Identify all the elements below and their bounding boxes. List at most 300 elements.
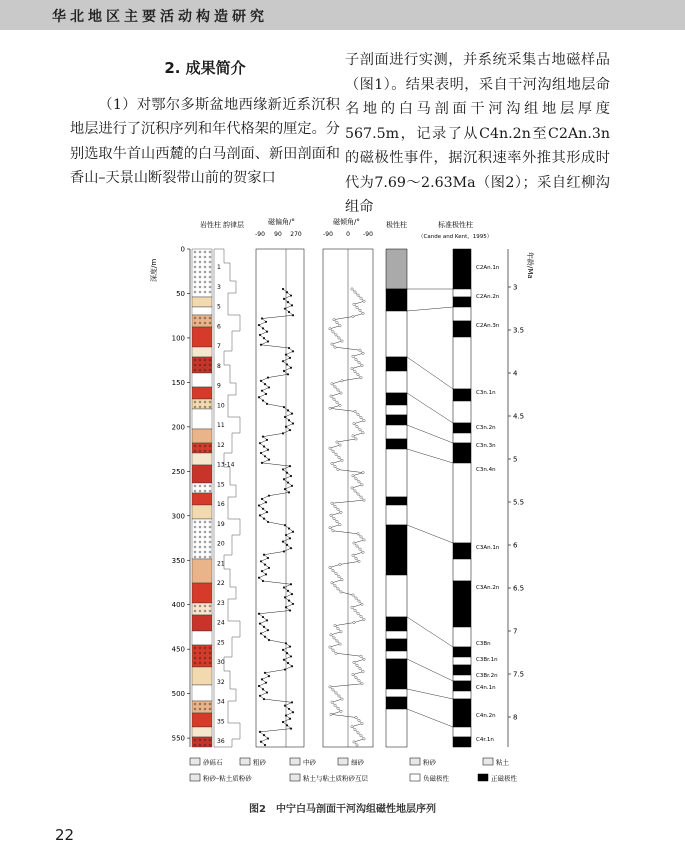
inclination-point (359, 548, 361, 550)
polarity-band (386, 311, 407, 357)
inclination-point (363, 618, 365, 620)
standard-polarity-band (453, 647, 471, 657)
declination-point (262, 327, 264, 329)
inclination-point (341, 579, 343, 581)
chron-label: C2An.3n (476, 323, 500, 329)
declination-point (266, 511, 268, 513)
inclination-point (354, 609, 356, 611)
chron-label: C4n.1n (476, 685, 496, 691)
inclination-point (351, 725, 353, 727)
standard-polarity-band (453, 737, 471, 747)
inclination-point (331, 462, 333, 464)
inclination-point (337, 508, 339, 510)
polarity-band (386, 357, 407, 371)
inclination-point (354, 291, 356, 293)
inclination-point (333, 517, 335, 519)
declination-point (258, 396, 260, 398)
layer-number: 25 (217, 639, 225, 647)
inclination-point (341, 380, 343, 382)
standard-polarity-band (453, 627, 471, 647)
polarity-band (386, 439, 407, 449)
polarity-band (386, 289, 407, 311)
inclination-point (336, 520, 338, 522)
inclination-point (352, 315, 354, 317)
inclination-point (360, 655, 362, 657)
chron-label: C3An.1n (476, 545, 500, 551)
declination-point (266, 403, 268, 405)
polarity-band (386, 651, 407, 659)
layer-number: 1 (217, 264, 221, 271)
declination-point (290, 655, 292, 657)
correlation-line (407, 689, 453, 699)
layer-number: 16 (217, 501, 225, 508)
figure-caption: 图2 中宁白马剖面干河沟组磁性地层序列 (249, 804, 436, 815)
polarity-band (386, 659, 407, 689)
lithology-bed (192, 583, 212, 603)
chron-label: C3n.1n (476, 390, 496, 396)
standard-polarity-band (453, 581, 471, 627)
layer-number: 13-14 (217, 461, 235, 469)
declination-point (287, 662, 289, 664)
declination-point (261, 317, 263, 319)
chron-label: C2An.2n (476, 294, 500, 300)
text-column-left (70, 48, 340, 191)
inclination-point (334, 585, 336, 587)
inclination-point (332, 331, 334, 333)
inclination-point (331, 701, 333, 703)
depth-tick-label: 150 (171, 378, 185, 387)
declination-point (283, 586, 285, 588)
inclination-point (361, 484, 363, 486)
standard-polarity-band (453, 463, 471, 543)
layer-number: 23 (217, 599, 225, 607)
layer-number: 19 (217, 520, 225, 528)
declination-point (260, 380, 262, 382)
standard-polarity-band (453, 297, 471, 307)
declination-point (264, 563, 266, 565)
inclination-point (355, 716, 357, 718)
header-standard-polarity: 标准极性柱 (438, 221, 473, 229)
declination-point (260, 632, 262, 634)
declination-point (290, 727, 292, 729)
lithology-bed (192, 409, 212, 429)
correlation-line (407, 709, 453, 727)
declination-point (259, 334, 261, 336)
inclination-point (337, 468, 339, 470)
inclination-point (339, 523, 341, 525)
declination-point (282, 360, 284, 362)
declination-point (266, 619, 268, 621)
declination-point (283, 550, 285, 552)
inclination-point (340, 710, 342, 712)
declination-point (268, 495, 270, 497)
declination-point (287, 409, 289, 411)
inclination-point (357, 294, 359, 296)
standard-polarity-band (453, 559, 471, 581)
declination-point (287, 590, 289, 592)
running-header (0, 0, 685, 30)
lithology-bed (192, 631, 212, 645)
inclination-point (360, 735, 362, 737)
legend-swatch (240, 758, 250, 765)
declination-point (263, 554, 265, 556)
lithology-bed (192, 307, 212, 315)
age-tick-label: 3.5 (513, 326, 525, 335)
declination-tick-label: -90 (255, 231, 265, 238)
inclination-point (360, 615, 362, 617)
standard-polarity-band (453, 433, 471, 443)
depth-tick-label: 100 (171, 334, 185, 343)
legend-swatch (410, 758, 420, 765)
inclination-point (334, 346, 336, 348)
inclination-point (340, 591, 342, 593)
inclination-point (334, 704, 336, 706)
declination-point (283, 478, 285, 480)
inclination-point (330, 395, 332, 397)
polarity-band (386, 505, 407, 525)
inclination-point (332, 450, 334, 452)
legend-label: 正磁极性 (491, 774, 517, 783)
correlation-line (407, 393, 453, 423)
inclination-point (334, 465, 336, 467)
inclination-point (359, 667, 361, 669)
declination-point (265, 321, 267, 323)
inclination-point (353, 741, 355, 743)
correlation-line (407, 659, 453, 681)
depth-tick-label: 350 (171, 556, 185, 565)
page-number: 22 (55, 826, 75, 844)
declination-point (289, 357, 291, 359)
declination-point (288, 419, 290, 421)
inclination-point (353, 303, 355, 305)
layer-number: 3 (217, 283, 221, 291)
paragraph-left: （1）对鄂尔多斯盆地西缘新近系沉积地层进行了沉积序列和年代格架的厘定。分别选取牛首山西麓的白马剖面、新田剖面和香山–天景山断裂带山前的贺家口 (70, 96, 340, 186)
declination-point (292, 422, 294, 424)
declination-point (263, 518, 265, 520)
declination-point (285, 426, 287, 428)
inclination-point (333, 637, 335, 639)
inclination-point (329, 328, 331, 330)
standard-polarity-band (453, 443, 471, 463)
inclination-point (341, 340, 343, 342)
declination-point (290, 547, 292, 549)
declination-point (268, 386, 270, 388)
header-lithology: 岩性柱 (200, 221, 221, 229)
depth-tick-label: 450 (171, 645, 185, 654)
declination-point (267, 521, 269, 523)
chron-label: C2An.1n (476, 265, 500, 271)
legend-label: 粘土与粘土质粉砂互层 (303, 774, 368, 783)
legend-label: 粗砂 (253, 758, 266, 767)
inclination-point (336, 321, 338, 323)
chron-label: C3n.4n (476, 467, 496, 473)
inclination-point (363, 419, 365, 421)
inclination-point (352, 673, 354, 675)
polarity-band (386, 449, 407, 497)
legend-label: 粘土 (496, 758, 509, 767)
declination-point (259, 731, 261, 733)
polarity-band (386, 697, 407, 709)
inclination-point (363, 300, 365, 302)
correlation-line (407, 425, 453, 443)
declination-point (284, 596, 286, 598)
layer-number: 10 (217, 402, 225, 410)
inclination-point (356, 664, 358, 666)
inclination-point (351, 487, 353, 489)
chron-label: C3Bn (476, 641, 491, 647)
inclination-point (357, 732, 359, 734)
inclination-point (335, 572, 337, 574)
declination-point (292, 314, 294, 316)
inclination-point (362, 352, 364, 354)
legend-swatch (290, 758, 300, 765)
declination-point (289, 645, 291, 647)
declination-point (261, 678, 263, 680)
inclination-point (356, 306, 358, 308)
declination-point (260, 560, 262, 562)
declination-point (264, 455, 266, 457)
lithology-bed (192, 453, 212, 465)
age-tick-label: 6.5 (513, 584, 525, 593)
declination-point (286, 291, 288, 293)
declination-point (267, 376, 269, 378)
inclination-line (330, 289, 364, 745)
inclination-point (358, 361, 360, 363)
depth-axis-label: 深度/m (150, 258, 158, 282)
standard-polarity-band (453, 665, 471, 675)
declination-point (289, 609, 291, 611)
standard-polarity-band (453, 337, 471, 389)
inclination-point (340, 631, 342, 633)
inclination-point (360, 416, 362, 418)
inclination-point (360, 297, 362, 299)
declination-point (292, 531, 294, 533)
lithology-bed (192, 315, 212, 327)
inclination-point (355, 438, 357, 440)
standard-polarity-band (453, 657, 471, 665)
chron-label: C3n.2n (476, 425, 496, 431)
declination-point (261, 390, 263, 392)
declination-point (262, 508, 264, 510)
text-column-right (345, 48, 610, 220)
layer-number: 6 (217, 323, 221, 331)
declination-line (259, 289, 293, 745)
declination-point (258, 613, 260, 615)
inclination-point (338, 695, 340, 697)
lithology-bed (192, 559, 212, 583)
inclination-point (353, 422, 355, 424)
inclination-point (352, 474, 354, 476)
inclination-point (339, 325, 341, 327)
declination-point (290, 367, 292, 369)
inclination-tick-label: -90 (363, 231, 373, 238)
layer-number: 32 (217, 678, 225, 686)
declination-point (258, 324, 260, 326)
layer-number: 7 (217, 343, 221, 350)
declination-point (284, 308, 286, 310)
age-tick-label: 7 (513, 627, 518, 636)
inclination-point (353, 661, 355, 663)
inclination-point (329, 407, 331, 409)
lithology-bed (192, 387, 212, 399)
declination-point (284, 705, 286, 707)
declination-point (287, 373, 289, 375)
inclination-point (330, 713, 332, 715)
inclination-point (331, 343, 333, 345)
declination-point (262, 580, 264, 582)
inclination-point (340, 511, 342, 513)
polarity-band (386, 525, 407, 575)
inclination-point (354, 410, 356, 412)
inclination-point (355, 676, 357, 678)
section-title: 2. 成果简介 (164, 59, 246, 77)
declination-point (291, 485, 293, 487)
declination-point (267, 629, 269, 631)
standard-polarity-band (453, 543, 471, 559)
inclination-point (359, 429, 361, 431)
declination-point (258, 685, 260, 687)
header-declination: 磁偏角/° (268, 218, 295, 226)
inclination-point (339, 444, 341, 446)
declination-point (265, 501, 267, 503)
declination-point (284, 416, 286, 418)
correlation-line (407, 525, 453, 543)
declination-point (286, 363, 288, 365)
declination-point (292, 350, 294, 352)
declination-point (291, 304, 293, 306)
declination-point (286, 544, 288, 546)
inclination-point (351, 606, 353, 608)
legend-swatch (478, 774, 488, 781)
declination-point (267, 557, 269, 559)
legend-swatch (190, 774, 200, 781)
inclination-point (355, 358, 357, 360)
standard-polarity-band (453, 675, 471, 681)
declination-point (263, 445, 265, 447)
inclination-point (355, 478, 357, 480)
age-tick-label: 5 (513, 455, 518, 464)
inclination-point (356, 744, 358, 746)
inclination-point (333, 318, 335, 320)
inclination-point (337, 707, 339, 709)
inclination-point (361, 603, 363, 605)
inclination-point (329, 527, 331, 529)
declination-point (282, 541, 284, 543)
inclination-point (357, 612, 359, 614)
lithology-bed (192, 493, 212, 505)
inclination-point (332, 569, 334, 571)
declination-point (291, 413, 293, 415)
inclination-point (336, 640, 338, 642)
inclination-point (356, 426, 358, 428)
inclination-point (358, 719, 360, 721)
inclination-point (352, 554, 354, 556)
inclination-point (337, 628, 339, 630)
declination-point (266, 691, 268, 693)
standard-polarity-band (453, 249, 471, 289)
declination-point (282, 721, 284, 723)
inclination-point (329, 686, 331, 688)
inclination-point (335, 692, 337, 694)
age-tick-label: 7.5 (513, 670, 525, 679)
inclination-point (338, 337, 340, 339)
legend-swatch (190, 758, 200, 765)
lithology-bed (192, 373, 212, 387)
inclination-point (334, 505, 336, 507)
correlation-line (407, 307, 453, 311)
standard-polarity-band (453, 401, 471, 423)
inclination-point (357, 493, 359, 495)
lithology-bed (192, 429, 212, 443)
inclination-point (358, 600, 360, 602)
layer-number: 35 (217, 718, 225, 726)
inclination-point (358, 680, 360, 682)
declination-point (263, 626, 265, 628)
declination-point (259, 514, 261, 516)
declination-frame (256, 249, 304, 747)
inclination-point (357, 533, 359, 535)
legend-label: 负磁极性 (423, 774, 449, 783)
inclination-point (360, 536, 362, 538)
layer-number: 36 (217, 738, 225, 745)
polarity-band (386, 497, 407, 505)
declination-point (268, 567, 270, 569)
legend-swatch (290, 774, 300, 781)
declination-point (290, 475, 292, 477)
polarity-band (386, 689, 407, 697)
chron-label: C3An.2n (476, 585, 500, 591)
declination-point (287, 301, 289, 303)
declination-point (291, 593, 293, 595)
lithology-bed (192, 327, 212, 347)
declination-point (289, 429, 291, 431)
declination-point (286, 724, 288, 726)
standard-polarity-band (453, 423, 471, 433)
declination-point (261, 498, 263, 500)
inclination-point (330, 514, 332, 516)
inclination-point (358, 560, 360, 562)
declination-point (267, 449, 269, 451)
inclination-point (337, 389, 339, 391)
declination-point (282, 468, 284, 470)
inclination-point (335, 334, 337, 336)
declination-point (258, 577, 260, 579)
legend-label: 细砂 (351, 758, 364, 767)
standard-polarity-band (453, 389, 471, 401)
declination-point (265, 393, 267, 395)
declination-point (287, 481, 289, 483)
declination-point (292, 603, 294, 605)
inclination-point (359, 309, 361, 311)
inclination-point (360, 496, 362, 498)
inclination-point (329, 646, 331, 648)
polarity-band (386, 639, 407, 651)
declination-point (261, 462, 263, 464)
paragraph-right: 子剖面进行实测，并系统采集古地磁样品（图1）。结果表明，采自干河沟组地层命名地的白马剖面干河沟组地层厚度567.5m，记录了从C4n.2n至C2An.3n的磁极性事件，据沉积速率外推其形成时代为7.69～2.63Ma（图2）；采自红柳沟组命 (345, 52, 610, 215)
inclination-point (362, 670, 364, 672)
standard-polarity-band (453, 321, 471, 337)
depth-tick-label: 50 (176, 289, 185, 298)
layer-number: 5 (217, 303, 221, 311)
chron-label: C4n.2n (476, 713, 496, 719)
legend-label: 粉砂–粘土质粉砂 (203, 774, 252, 783)
inclination-point (361, 722, 363, 724)
polarity-band (386, 371, 407, 393)
inclination-point (329, 566, 331, 568)
age-tick-label: 8 (513, 713, 518, 722)
inclination-point (361, 683, 363, 685)
depth-tick-label: 300 (171, 512, 185, 521)
